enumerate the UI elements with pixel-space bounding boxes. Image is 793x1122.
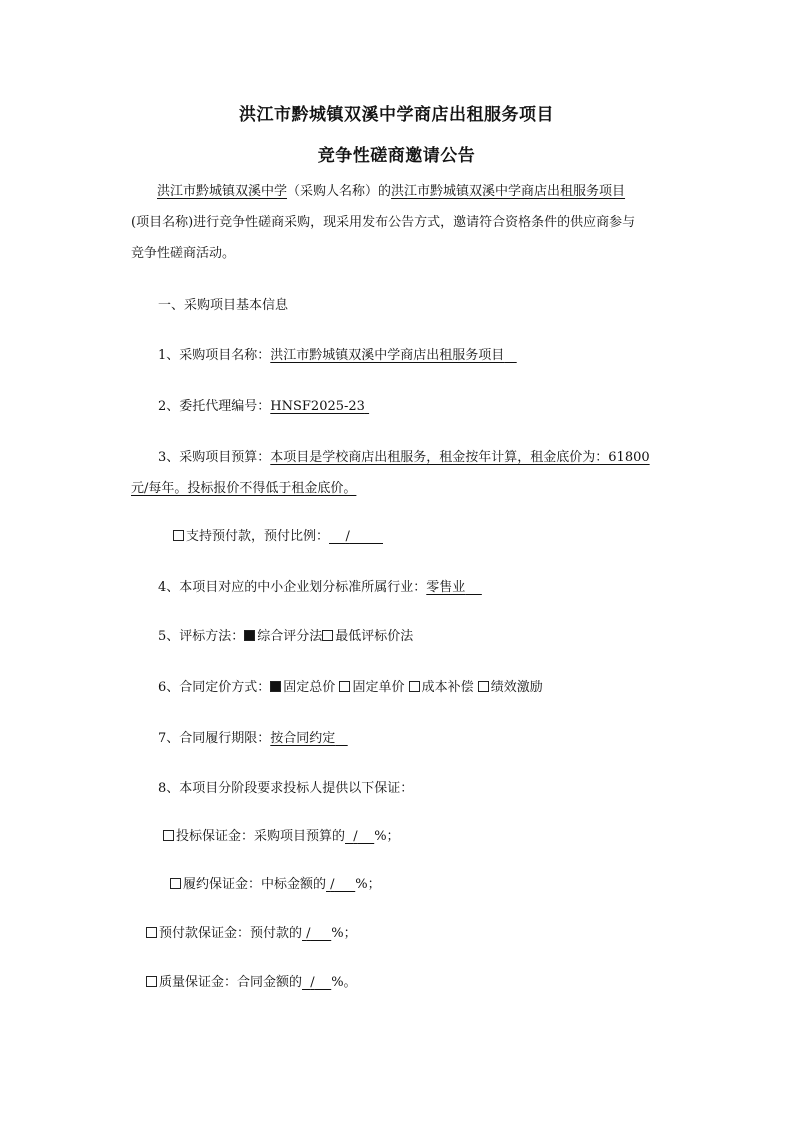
item5-opt1: 综合评分法 [257, 629, 323, 644]
purchaser-note: （采购人名称）的 [287, 184, 392, 199]
guarantee-quality-checkbox [146, 976, 157, 987]
item8-label: 8、本项目分阶段要求投标人提供以下保证： [158, 781, 414, 796]
item6 [158, 679, 543, 697]
prepay-label: 支持预付款，预付比例： [186, 529, 330, 544]
item6-opt2-checkbox [339, 681, 350, 692]
guarantee-quality-suffix: %。 [331, 975, 357, 990]
intro-line1 [157, 183, 625, 201]
guarantee-performance-suffix: %； [355, 877, 381, 892]
item6-opt4-checkbox [478, 681, 489, 692]
guarantee-bid [163, 828, 400, 846]
item6-label: 6、合同定价方式： [158, 680, 271, 695]
section1-heading: 一、采购项目基本信息 [158, 298, 289, 313]
item1-value: 洪江市黔城镇双溪中学商店出租服务项目 [270, 348, 505, 363]
intro-line3: 竞争性磋商活动。 [131, 246, 236, 261]
guarantee-performance-checkbox [170, 878, 181, 889]
item4-value: 零售业 [426, 580, 466, 595]
item6-opt3: 成本补偿 [421, 680, 474, 695]
item3 [158, 449, 650, 467]
project-name: 洪江市黔城镇双溪中学商店出租服务项目 [391, 184, 626, 199]
prepay-checkbox [173, 530, 184, 541]
guarantee-bid-checkbox [163, 830, 174, 841]
document-title-line1: 洪江市黔城镇双溪中学商店出租服务项目 [239, 105, 554, 125]
guarantee-prepayment-label: 预付款保证金：预付款的 [159, 926, 303, 941]
item4-label: 4、本项目对应的中小企业划分标准所属行业： [158, 580, 427, 595]
item1-label: 1、采购项目名称： [158, 348, 271, 363]
item6-opt1: 固定总价 [283, 680, 336, 695]
item7-value: 按合同约定 [270, 731, 336, 746]
guarantee-performance-value: / [330, 877, 335, 892]
item8 [158, 780, 413, 798]
guarantee-prepayment-suffix: %； [331, 926, 357, 941]
item5-opt1-checkbox [244, 630, 255, 641]
guarantee-quality-label: 质量保证金：合同金额的 [159, 975, 303, 990]
item3-value-line1: 本项目是学校商店出租服务，租金按年计算，租金底价为：61800 [270, 450, 650, 465]
prepay-option [173, 528, 383, 546]
purchaser-name: 洪江市黔城镇双溪中学 [157, 184, 288, 199]
guarantee-performance-label: 履约保证金：中标金额的 [183, 877, 327, 892]
item2 [158, 398, 369, 416]
guarantee-prepayment [146, 925, 357, 943]
item7-label: 7、合同履行期限： [158, 731, 271, 746]
intro-line2: (项目名称)进行竞争性磋商采购，现采用发布公告方式，邀请符合资格条件的供应商参与 [131, 215, 636, 230]
item4 [158, 579, 482, 597]
guarantee-performance [170, 876, 381, 894]
item3-label: 3、采购项目预算： [158, 450, 271, 465]
item7 [158, 730, 348, 748]
item5-opt2-checkbox [322, 630, 333, 641]
item2-label: 2、委托代理编号： [158, 399, 271, 414]
guarantee-bid-value: / [353, 829, 358, 844]
item5-opt2: 最低评标价法 [335, 629, 414, 644]
item3-value-line2: 元/每年。投标报价不得低于租金底价。 [131, 481, 357, 496]
item6-opt1-checkbox [270, 681, 281, 692]
guarantee-bid-suffix: %； [374, 829, 400, 844]
prepay-value: / [345, 529, 350, 544]
guarantee-prepayment-value: / [306, 926, 311, 941]
item5 [158, 628, 413, 646]
guarantee-prepayment-checkbox [146, 927, 157, 938]
item3-line2 [131, 480, 356, 498]
item6-opt4: 绩效激励 [490, 680, 543, 695]
item6-opt2: 固定单价 [352, 680, 405, 695]
item6-opt3-checkbox [409, 681, 420, 692]
item1 [158, 347, 517, 365]
guarantee-quality-value: / [310, 975, 315, 990]
item2-value: HNSF2025-23 [270, 399, 365, 414]
guarantee-bid-label: 投标保证金：采购项目预算的 [176, 829, 346, 844]
item5-label: 5、评标方法： [158, 629, 245, 644]
guarantee-quality [146, 974, 357, 992]
document-title-line2: 竞争性磋商邀请公告 [317, 146, 476, 166]
